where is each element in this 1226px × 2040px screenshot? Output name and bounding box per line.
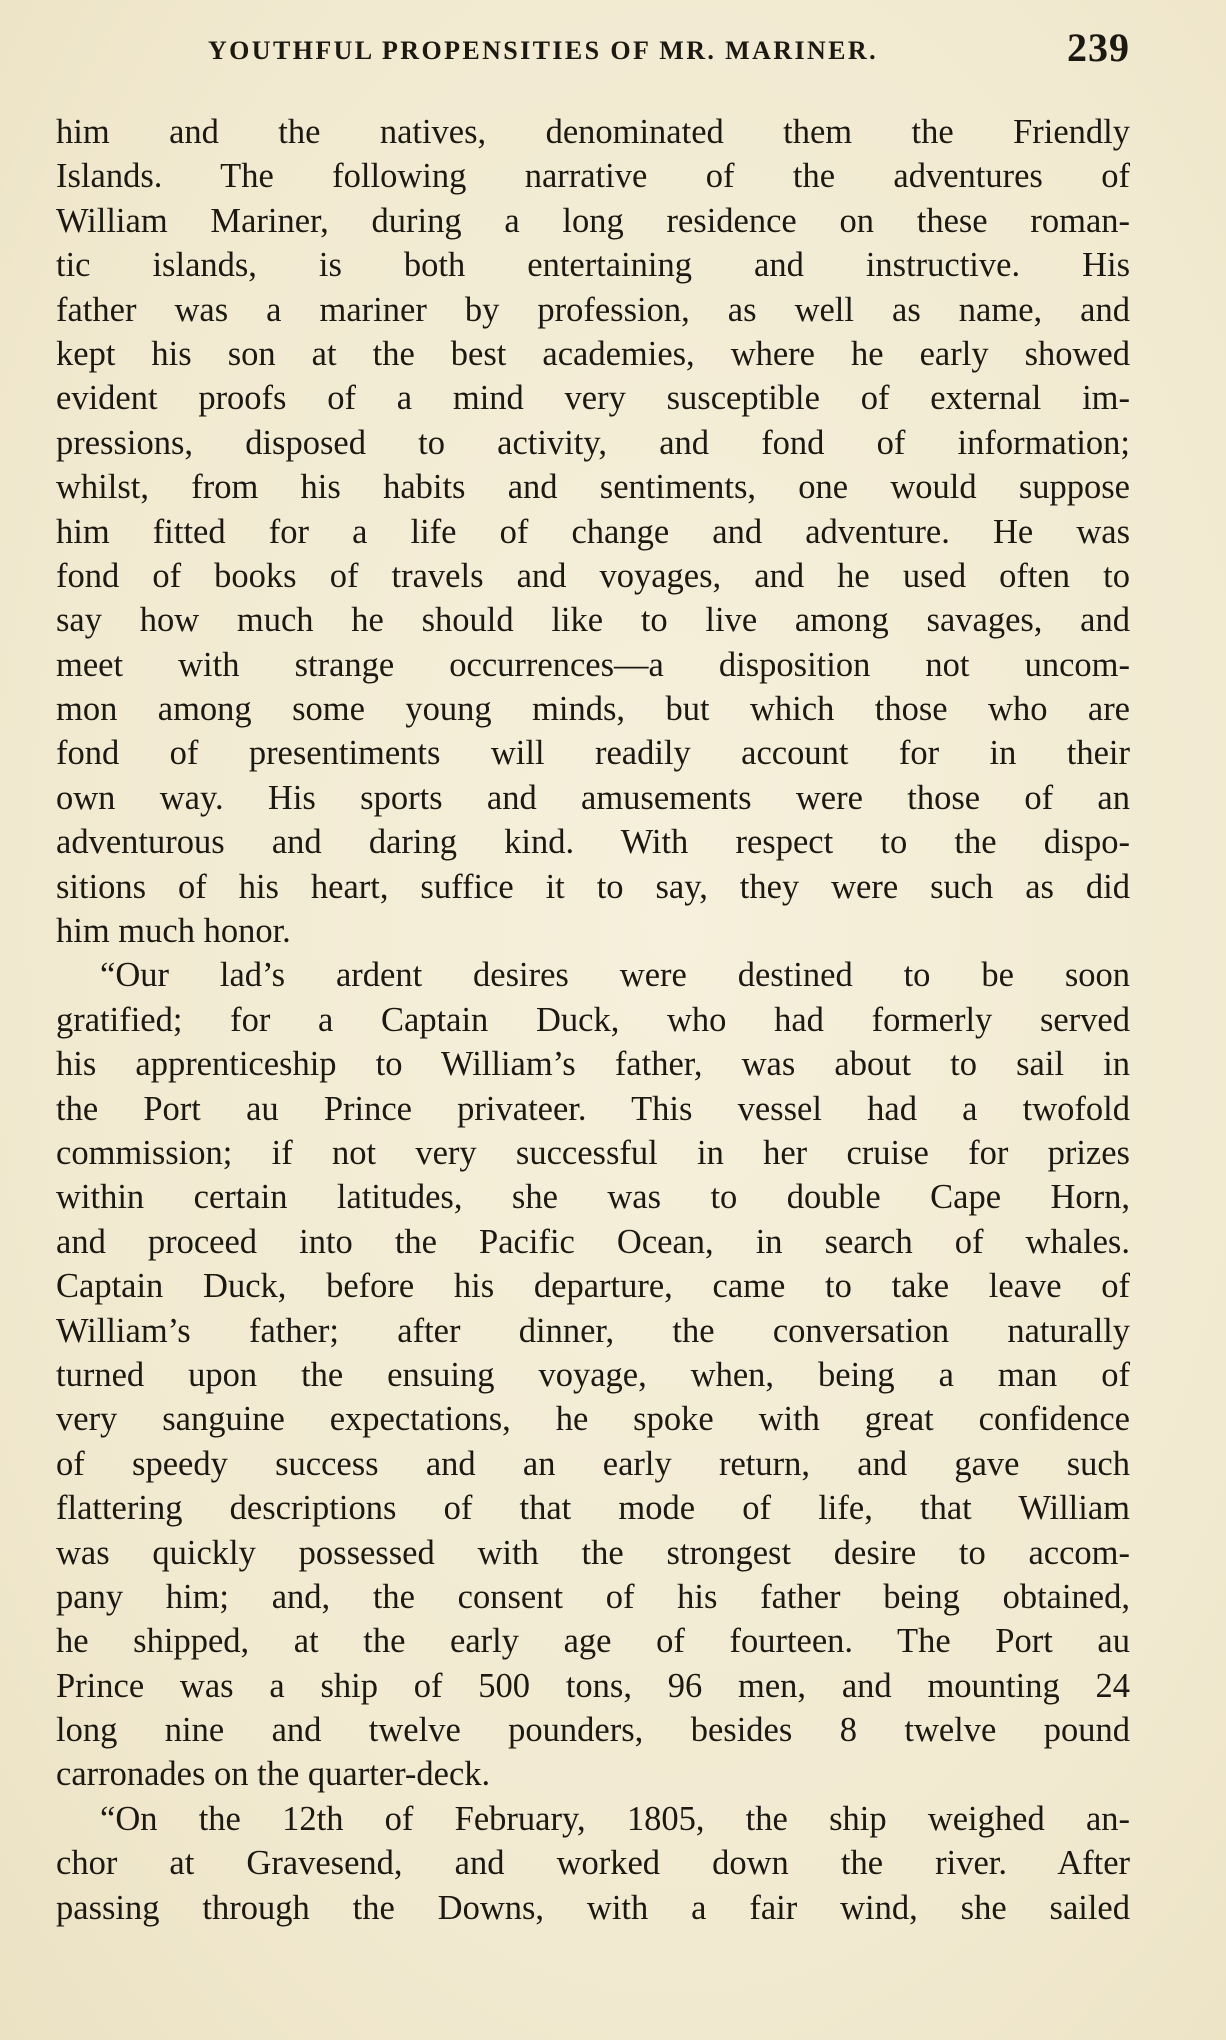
text-line: him fitted for a life of change and adventure. He was <box>56 512 1130 551</box>
text-line: chor at Gravesend, and worked down the river. After <box>56 1844 1130 1883</box>
text-line: long nine and twelve pounders, besides 8 twelve pound <box>56 1711 1130 1750</box>
text-line: own way. His sports and amusements were those of an <box>56 778 1130 817</box>
running-head: YOUTHFUL PROPENSITIES OF MR. MARINER. <box>208 36 878 65</box>
text-line: kept his son at the best academies, where he early showed <box>56 334 1130 373</box>
text-line: the Port au Prince privateer. This vessel had a twofold <box>56 1089 1130 1128</box>
text-line: his apprenticeship to William’s father, was about to sail in <box>56 1045 1130 1084</box>
text-line: “Our lad’s ardent desires were destined to be soon <box>100 956 1130 995</box>
text-line: passing through the Downs, with a fair wind, she sailed <box>56 1888 1130 1927</box>
text-line: was quickly possessed with the strongest desire to accom- <box>56 1533 1130 1572</box>
text-line: William Mariner, during a long residence on these roman- <box>56 201 1130 240</box>
text-line: within certain latitudes, she was to double Cape Horn, <box>56 1178 1130 1217</box>
text-line: him much honor. <box>56 912 291 951</box>
text-line: fond of books of travels and voyages, and he used often to <box>56 556 1130 595</box>
text-line: tic islands, is both entertaining and instructive. His <box>56 246 1130 285</box>
text-line: him and the natives, denominated them the Friendly <box>56 113 1130 151</box>
text-line: father was a mariner by profession, as well as name, and <box>56 290 1130 329</box>
text-line: turned upon the ensuing voyage, when, being a man of <box>56 1355 1130 1394</box>
body-text <box>56 110 1130 1930</box>
text-line: Captain Duck, before his departure, came to take leave of <box>56 1267 1130 1306</box>
text-line: mon among some young minds, but which those who are <box>56 690 1130 729</box>
text-line: he shipped, at the early age of fourteen. The Port au <box>56 1622 1130 1661</box>
text-line: Islands. The following narrative of the adventures of <box>56 157 1130 196</box>
text-line: very sanguine expectations, he spoke with great confidence <box>56 1400 1130 1439</box>
text-line: fond of presentiments will readily account for in their <box>56 734 1130 773</box>
text-line: adventurous and daring kind. With respect to the dispo- <box>56 823 1130 862</box>
page-number: 239 <box>1067 25 1130 70</box>
text-line: flattering descriptions of that mode of life, that William <box>56 1489 1130 1528</box>
text-line: gratified; for a Captain Duck, who had formerly served <box>56 1000 1130 1039</box>
text-line: meet with strange occurrences—a disposition not uncom- <box>56 645 1130 684</box>
text-line: whilst, from his habits and sentiments, one would suppose <box>56 468 1130 507</box>
text-line: Prince was a ship of 500 tons, 96 men, and mounting 24 <box>56 1666 1130 1705</box>
text-line: say how much he should like to live among savages, and <box>56 601 1130 640</box>
text-line: and proceed into the Pacific Ocean, in search of whales. <box>56 1222 1130 1261</box>
text-line: William’s father; after dinner, the conversation naturally <box>56 1311 1130 1350</box>
text-line: commission; if not very successful in her cruise for prizes <box>56 1133 1130 1172</box>
text-line: pany him; and, the consent of his father being obtained, <box>56 1577 1130 1616</box>
text-line: “On the 12th of February, 1805, the ship weighed an- <box>100 1799 1130 1838</box>
text-line: sitions of his heart, suffice it to say, they were such as did <box>56 867 1130 906</box>
text-line: of speedy success and an early return, and gave such <box>56 1444 1130 1483</box>
text-line: carronades on the quarter-deck. <box>56 1755 491 1794</box>
text-line: evident proofs of a mind very susceptible of external im- <box>56 379 1130 418</box>
text-line: pressions, disposed to activity, and fond of information; <box>56 423 1130 462</box>
page-header <box>56 22 1130 78</box>
